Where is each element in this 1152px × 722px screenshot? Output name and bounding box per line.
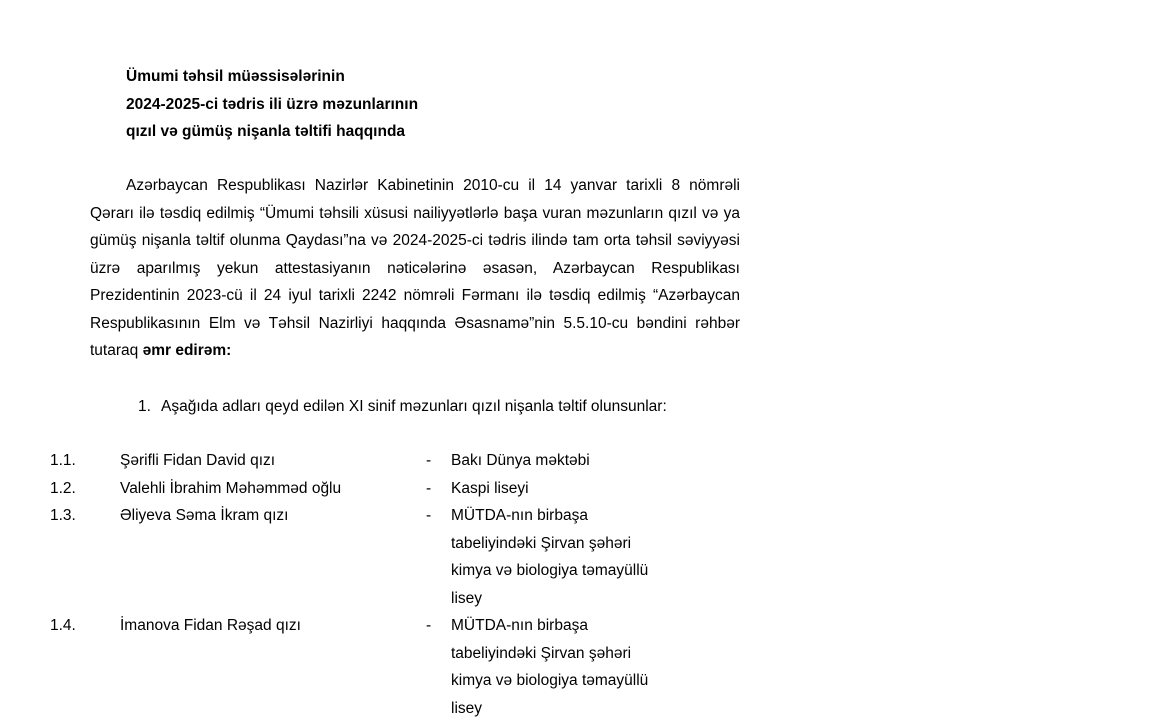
school-line: MÜTDA-nın birbaşa bbox=[451, 612, 666, 640]
order-phrase: əmr edirəm: bbox=[143, 342, 232, 359]
school-line: tabeliyindəki Şirvan şəhəri bbox=[451, 640, 666, 668]
school-line: kimya və biologiya təmayüllü bbox=[451, 557, 666, 585]
list-item bbox=[50, 475, 750, 503]
section-number: 1. bbox=[138, 393, 161, 421]
preamble-paragraph bbox=[90, 172, 740, 365]
school-line: MÜTDA-nın birbaşa bbox=[451, 502, 666, 530]
school-line: tabeliyindəki Şirvan şəhəri bbox=[451, 530, 666, 558]
item-index: 1.3. bbox=[50, 502, 110, 530]
school-line: lisey bbox=[451, 695, 666, 722]
list-item bbox=[50, 447, 750, 475]
school-line: lisey bbox=[451, 585, 666, 613]
separator-dash: - bbox=[426, 612, 431, 640]
document-title bbox=[126, 63, 418, 146]
separator-dash: - bbox=[426, 447, 431, 475]
school-line: kimya və biologiya təmayüllü bbox=[451, 667, 666, 695]
school-line: Bakı Dünya məktəbi bbox=[451, 447, 666, 475]
separator-dash: - bbox=[426, 502, 431, 530]
item-index: 1.2. bbox=[50, 475, 110, 503]
awardee-list bbox=[50, 447, 750, 722]
section-text: Aşağıda adları qeyd edilən XI sinif məzunları qızıl nişanla təltif olunsunlar: bbox=[161, 398, 667, 415]
list-item bbox=[50, 612, 750, 722]
school-name bbox=[451, 612, 666, 722]
title-line: qızıl və gümüş nişanla təltifi haqqında bbox=[126, 118, 418, 146]
school-name bbox=[451, 475, 666, 503]
preamble-text: Azərbaycan Respublikası Nazirlər Kabinetinin 2010-cu il 14 yanvar tarixli 8 nömrəli Qərarı ilə təsdiq edilmiş “Ümumi təhsili xüsusi nailiyyətlərlə başa vuran məzunların qızıl və ya gümüş nişanla təltif olunma Qaydası”na və 2024-2025-ci tədris ilində tam orta təhsil səviyyəsi üzrə aparılmış yekun attestasiyanın nəticələrinə əsasən, Azərbaycan Respublikası Prezidentinin 2023-cü il 24 iyul tarixli 2242 nömrəli Fərmanı ilə təsdiq edilmiş “Azərbaycan Respublikasının Elm və Təhsil Nazirliyi haqqında Əsasnamə”nin 5.5.10-cu bəndini rəhbər tutaraq bbox=[90, 177, 740, 359]
section-1-heading bbox=[138, 393, 667, 421]
list-item bbox=[50, 502, 750, 612]
awardee-name: Şərifli Fidan David qızı bbox=[120, 447, 275, 475]
item-index: 1.4. bbox=[50, 612, 110, 640]
title-line: 2024-2025-ci tədris ili üzrə məzunlarının bbox=[126, 91, 418, 119]
title-line: Ümumi təhsil müəssisələrinin bbox=[126, 63, 418, 91]
school-name bbox=[451, 447, 666, 475]
separator-dash: - bbox=[426, 475, 431, 503]
awardee-name: İmanova Fidan Rəşad qızı bbox=[120, 612, 301, 640]
school-line: Kaspi liseyi bbox=[451, 475, 666, 503]
school-name bbox=[451, 502, 666, 612]
awardee-name: Valehli İbrahim Məhəmməd oğlu bbox=[120, 475, 341, 503]
awardee-name: Əliyeva Səma İkram qızı bbox=[120, 502, 288, 530]
item-index: 1.1. bbox=[50, 447, 110, 475]
